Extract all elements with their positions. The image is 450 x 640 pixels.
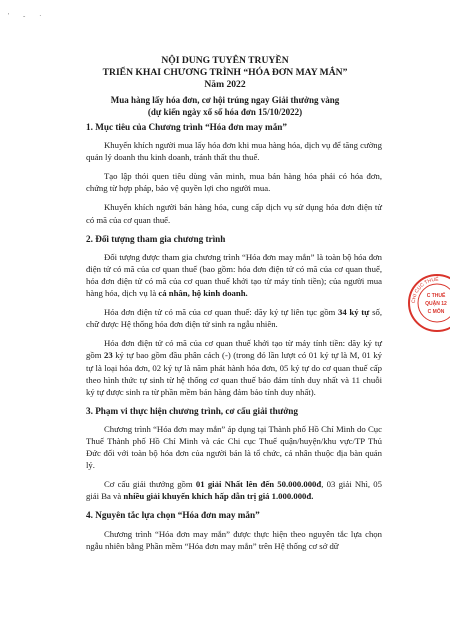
section-3-paragraph-2 xyxy=(86,478,382,502)
section-3-p2-bold-prize: 01 giải Nhất lên đến 50.000.000đ xyxy=(195,479,322,490)
section-2-p3-bold: 23 xyxy=(103,350,113,361)
stamp-center-line-2: QUẬN 12 xyxy=(425,301,447,307)
subtitle-block xyxy=(0,94,450,118)
section-3-p2-bold-consolation: nhiều giải khuyến khích hấp dẫn trị giá 1.000.000đ. xyxy=(123,491,314,502)
section-2-p1-text: Đối tượng được tham gia chương trình “Hóa đơn may mắn” là toàn bộ hóa đơn điện tử có mã của cơ quan thuế (bao gồm: hóa đơn điện tử có mã của cơ quan thuế, hóa đơn điện tử có mã của cơ quan thuế khởi tạo từ máy tính tiền); của người mua hàng hóa, dịch vụ là xyxy=(86,251,382,299)
section-2-p3-text-c: ký tự bao gồm đầu phân cách (-) (trong đó lần lượt có 01 ký tự là M, 01 ký tự là loại hóa đơn, 02 ký tự là năm phát hành hóa đơn, 05 ký tự do cơ quan thuế cấp theo hình thức tự sinh từ hệ thống cơ quan thuế bảo đảm tính duy nhất và 11 chuỗi ký tự được sinh ra từ phần mềm bán hàng đảm bảo tính duy nhất). xyxy=(86,350,382,397)
title-year: Năm 2022 xyxy=(204,79,246,90)
section-2-paragraph-1 xyxy=(86,251,382,299)
stamp-center-line-1: C THUẾ xyxy=(426,293,446,299)
title-line-1: NỘI DUNG TUYÊN TRUYỀN xyxy=(161,55,289,66)
section-3-heading: 3. Phạm vi thực hiện chương trình, cơ cấu giải thưởng xyxy=(86,405,298,416)
section-1-heading: 1. Mục tiêu của Chương trình “Hóa đơn may mắn” xyxy=(86,122,287,132)
title-block xyxy=(0,55,450,91)
section-2-p3-text-a: Hóa đơn điện tử có mã của cơ quan thuế khởi tạo từ máy tính tiền: dãy ký tự gồm xyxy=(86,338,382,361)
section-2-p1-bold: cá nhân, hộ kinh doanh. xyxy=(158,288,248,299)
section-3-p2-text-c: , 03 giải Nhì, 05 giải Ba và xyxy=(86,479,382,502)
section-2-heading: 2. Đối tượng tham gia chương trình xyxy=(86,233,226,244)
corner-marks: ' - · xyxy=(8,12,48,20)
title-line-2: TRIỂN KHAI CHƯƠNG TRÌNH “HÓA ĐƠN MAY MẮN” xyxy=(102,67,348,78)
section-2-paragraph-2 xyxy=(86,306,382,330)
section-1-paragraph-1: Khuyến khích người mua lấy hóa đơn khi mua hàng hóa, dịch vụ để tăng cường quản lý doanh thu kinh doanh, tránh thất thu thuế. xyxy=(86,140,382,163)
section-2-p2-text-c: số, chữ được Hệ thống hóa đơn điện tử sinh ra ngẫu nhiên. xyxy=(86,307,382,330)
section-4-paragraph-1: Chương trình “Hóa đơn may mắn” được thực hiện theo nguyên tắc lựa chọn ngẫu nhiên bằng Phần mềm “Hóa đơn may mắn” trên Hệ thống cơ sở dữ xyxy=(86,528,382,551)
section-2-p2-bold: 34 ký tự xyxy=(338,307,370,318)
section-4-heading: 4. Nguyên tắc lựa chọn “Hóa đơn may mắn” xyxy=(86,510,260,521)
subtitle-line-2: (dự kiến ngày xổ số hóa đơn 15/10/2022) xyxy=(147,107,303,117)
section-1-paragraph-2: Tạo lập thói quen tiêu dùng văn minh, mua bán hàng hóa phải có hóa đơn, chứng từ hợp pháp, bảo vệ quyền lợi cho người mua. xyxy=(86,171,382,194)
section-3-paragraph-1: Chương trình “Hóa đơn may mắn” áp dụng tại Thành phố Hồ Chí Minh do Cục Thuế Thành phố Hồ Chí Minh và các Chi cục Thuế quận/huyện/khu vực/TP Thủ Đức đối với toàn bộ hóa đơn của người bán là tổ chức, cá nhân thuộc địa bàn quản lý. xyxy=(86,423,382,471)
section-1-paragraph-3: Khuyến khích người bán hàng hóa, cung cấp dịch vụ sử dụng hóa đơn điện tử có mã của cơ quan thuế. xyxy=(86,202,382,225)
section-2-paragraph-3 xyxy=(86,337,382,397)
stamp-ring-text: CHI CỤC THUẾ xyxy=(410,276,439,304)
section-3-p2-text-a: Cơ cấu giải thưởng gồm xyxy=(104,479,196,490)
subtitle-line-1: Mua hàng lấy hóa đơn, cơ hội trúng ngay Giải thưởng vàng xyxy=(110,95,340,105)
tax-office-stamp xyxy=(406,272,450,334)
document-body xyxy=(86,121,382,559)
section-2-p2-text-a: Hóa đơn điện tử có mã của cơ quan thuế: dãy ký tự liên tục gồm xyxy=(104,307,339,318)
stamp-center-line-3: C MÔN xyxy=(427,309,445,315)
